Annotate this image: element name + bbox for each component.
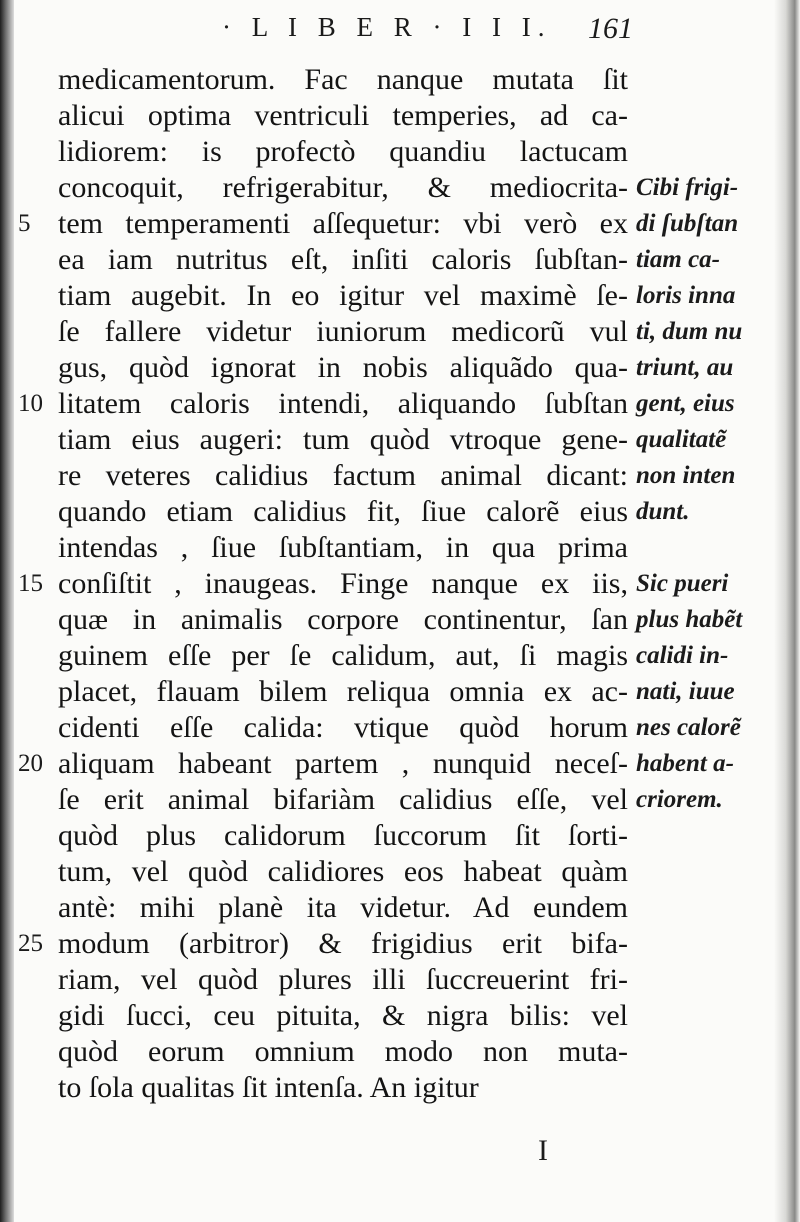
text-line: tiam eius augeri: tum quòd vtroque gene-	[58, 423, 628, 456]
text-line: aliquam habeant partem , nunquid neceſ-	[58, 747, 628, 780]
text-line: alicui optima ventriculi temperies, ad ca-	[58, 99, 628, 132]
text-line: concoquit, refrigerabitur, & mediocrita-	[58, 171, 628, 204]
text-line: lidiorem: is profectò quandiu lactucam	[58, 135, 628, 168]
line-number: 25	[18, 930, 43, 957]
text-line: placet, flauam bilem reliqua omnia ex ac-	[58, 675, 628, 708]
margin-note-line: calidi in-	[636, 642, 729, 669]
margin-note-line: nes calorẽ	[636, 714, 741, 741]
margin-note-line: loris inna	[636, 282, 736, 309]
margin-note-line: tiam ca-	[636, 246, 721, 273]
text-line: quòd eorum omnium modo non muta-	[58, 1035, 628, 1068]
margin-note-line: qualitatẽ	[636, 426, 727, 453]
page-edge-shadow	[774, 0, 800, 1222]
margin-note-line: ti, dum nu	[636, 318, 743, 345]
text-line: cidenti eſſe calida: vtique quòd horum	[58, 711, 628, 744]
text-line: tum, vel quòd calidiores eos habeat quàm	[58, 855, 628, 888]
margin-note-line: non inten	[636, 462, 736, 489]
text-line: tem temperamenti aſſequetur: vbi verò ex	[58, 207, 628, 240]
text-line: ſe erit animal bifariàm calidius eſſe, vel	[58, 783, 628, 816]
margin-note-line: Sic pueri	[636, 570, 729, 597]
text-line: gus, quòd ignorat in nobis aliquãdo qua-	[58, 351, 628, 384]
line-number: 5	[18, 210, 31, 237]
text-line: medicamentorum. Fac nanque mutata ſit	[58, 63, 628, 96]
margin-note-line: Cibi frigi-	[636, 174, 739, 201]
text-line: gidi ſucci, ceu pituita, & nigra bilis: vel	[58, 999, 628, 1032]
text-line: quòd plus calidorum ſuccorum ſit ſorti-	[58, 819, 628, 852]
page-number: 161	[588, 12, 633, 45]
text-line: modum (arbitror) & frigidius erit bifa-	[58, 927, 628, 960]
margin-note-line: habent a-	[636, 750, 734, 777]
text-line: guinem eſſe per ſe calidum, aut, ſi magis	[58, 639, 628, 672]
margin-note-line: di ſubſtan	[636, 210, 739, 237]
margin-note-line: nati, iuue	[636, 678, 735, 705]
text-line: re veteres calidius factum animal dicant:	[58, 459, 628, 492]
margin-note-line: criorem.	[636, 786, 723, 813]
margin-note-line: gent, eius	[636, 390, 735, 417]
margin-note-line: plus habẽt	[636, 606, 743, 633]
text-line: riam, vel quòd plures illi ſuccreuerint fri-	[58, 963, 628, 996]
text-line: conſiſtit , inaugeas. Finge nanque ex iis,	[58, 567, 628, 600]
catchword: I	[538, 1134, 548, 1167]
margin-note-line: triunt, au	[636, 354, 734, 381]
text-line: antè: mihi planè ita videtur. Ad eundem	[58, 891, 628, 924]
margin-note-line: dunt.	[636, 498, 690, 525]
text-line: intendas , ſiue ſubſtantiam, in qua prima	[58, 531, 628, 564]
line-number: 10	[18, 390, 43, 417]
text-line: quæ in animalis corpore continentur, ſan	[58, 603, 628, 636]
text-line: ſe fallere videtur iuniorum medicorũ vul	[58, 315, 628, 348]
text-line: ea iam nutritus eſt, inſiti caloris ſubſtan-	[58, 243, 628, 276]
page-gutter-shadow	[0, 0, 14, 1222]
text-line: quando etiam calidius fit, ſiue calorẽ eius	[58, 495, 628, 528]
running-head: · L I B E R · I I I.	[222, 12, 552, 42]
line-number: 20	[18, 750, 43, 777]
text-line: tiam augebit. In eo igitur vel maximè ſe-	[58, 279, 628, 312]
text-line: litatem caloris intendi, aliquando ſubſtan	[58, 387, 628, 420]
line-number: 15	[18, 570, 43, 597]
text-line: to ſola qualitas ſit intenſa. An igitur	[58, 1071, 479, 1104]
